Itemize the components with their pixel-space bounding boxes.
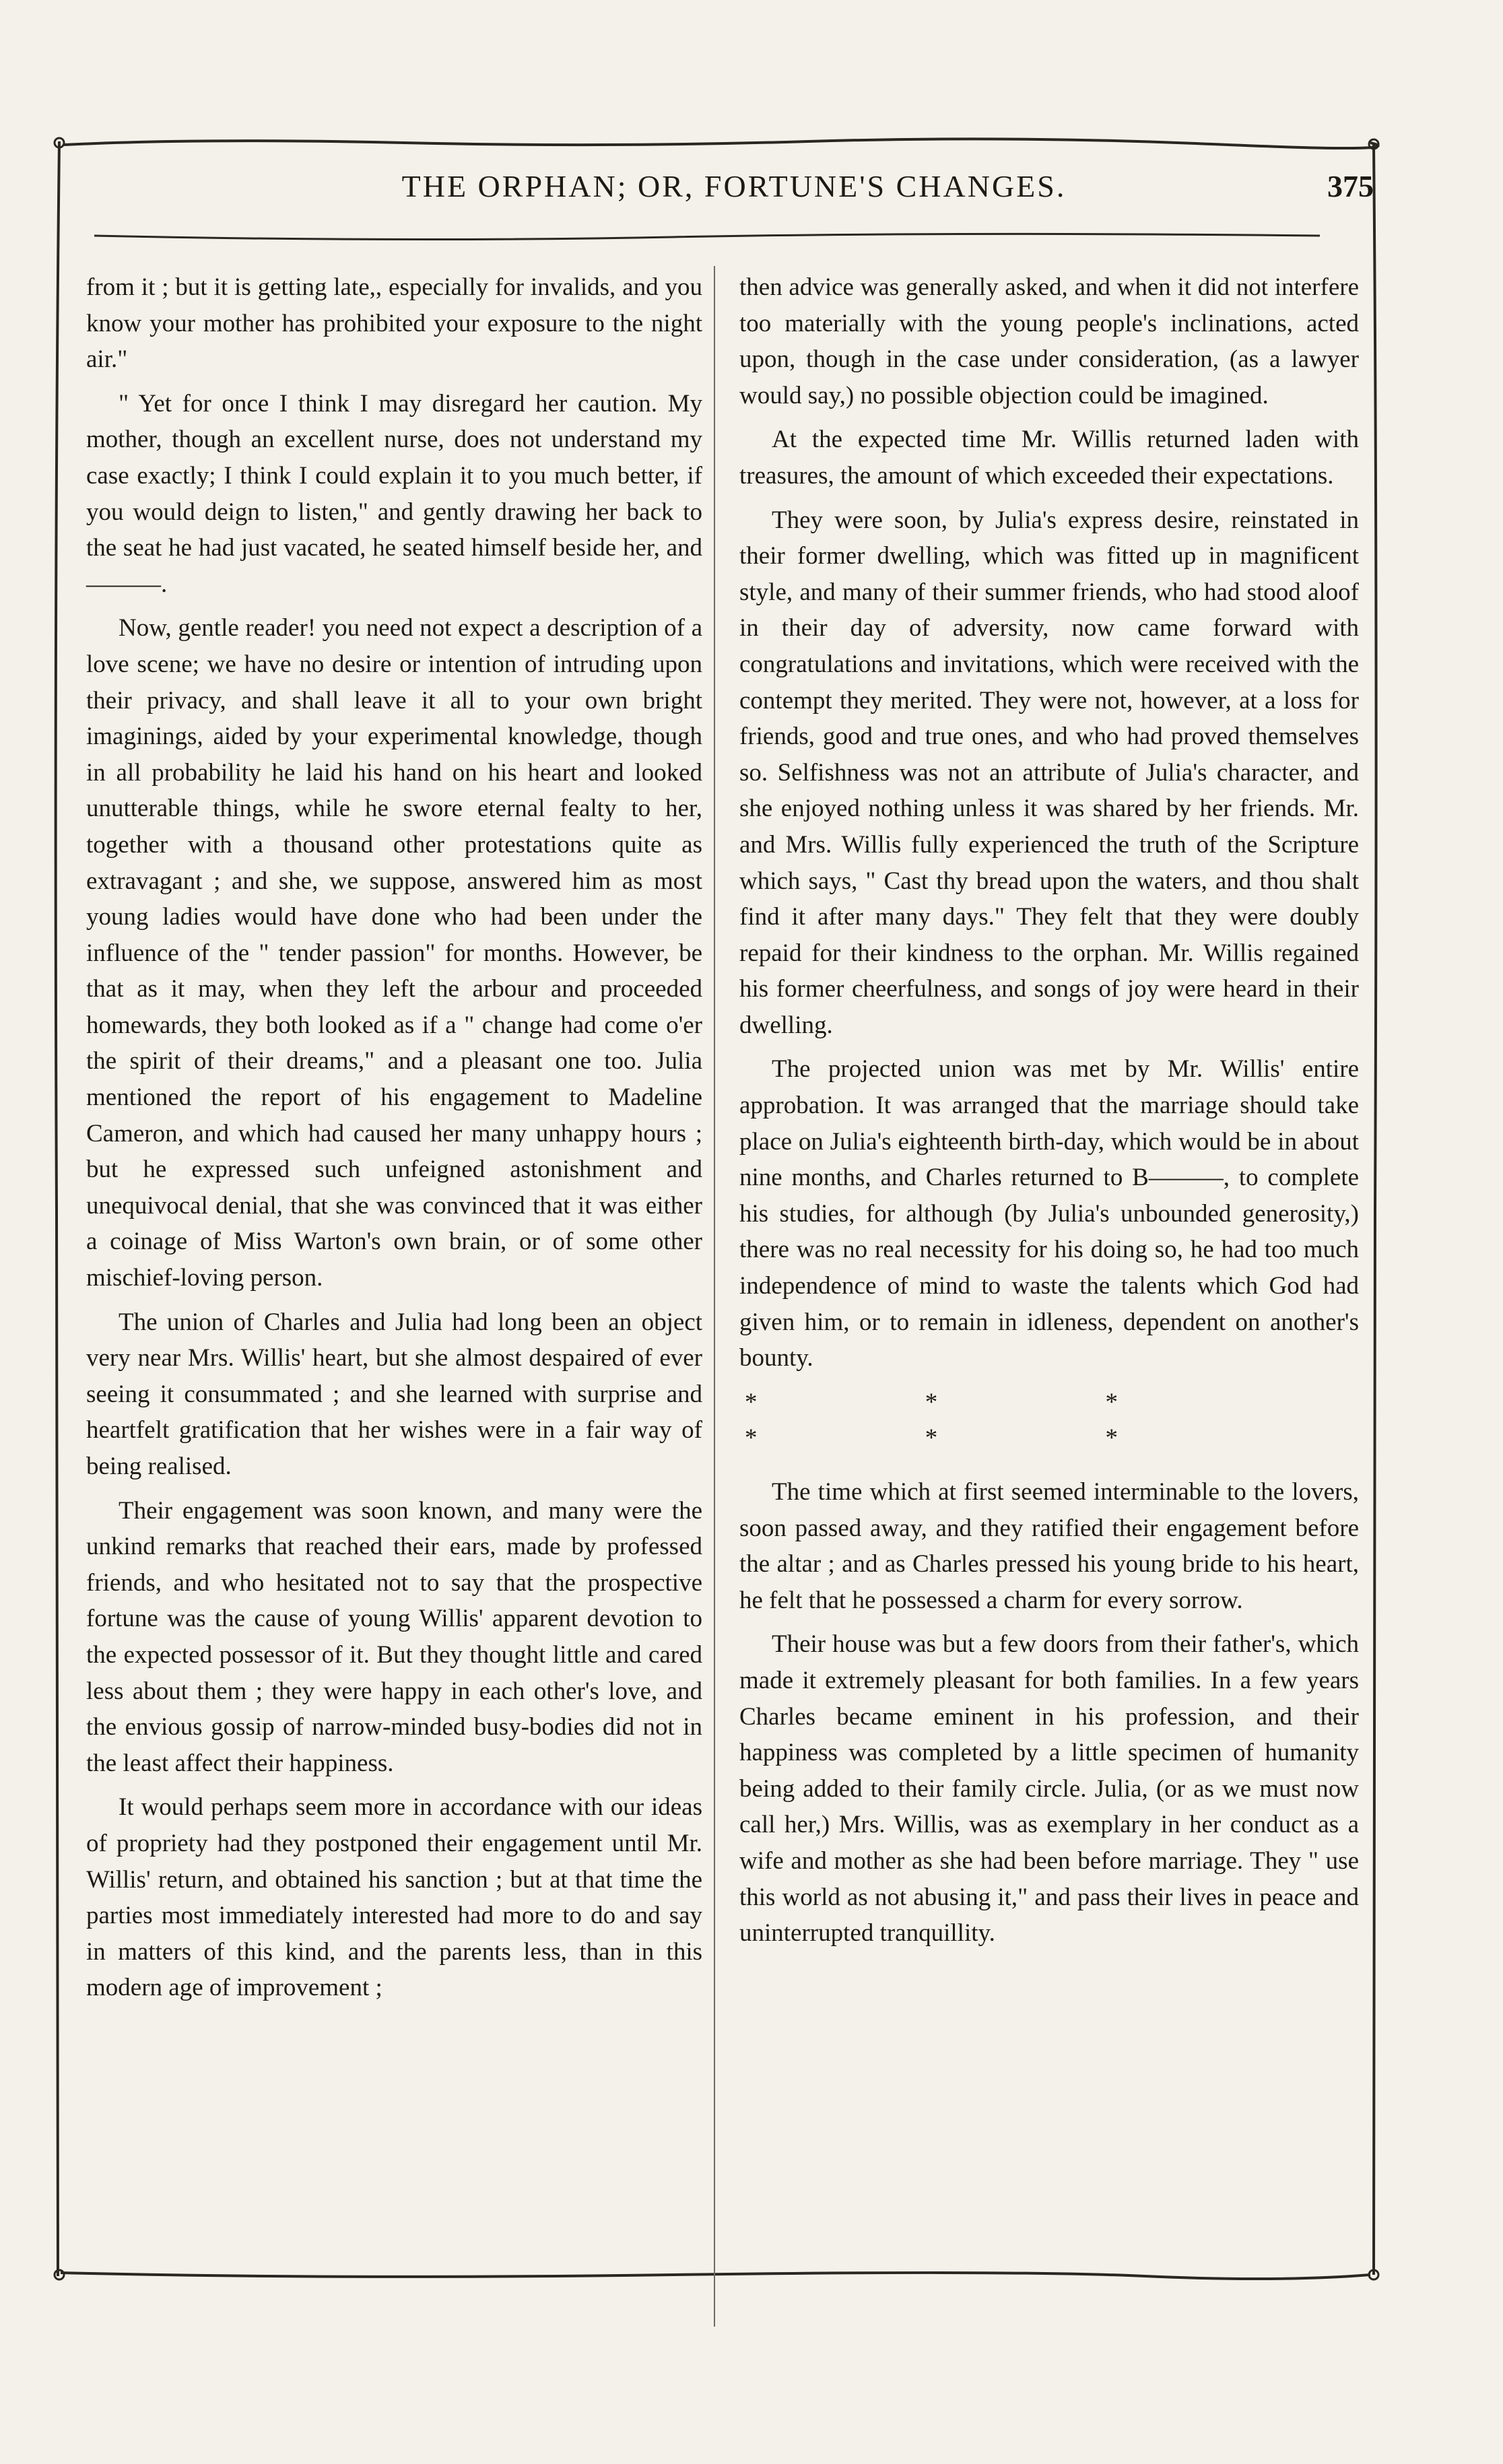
running-title: THE ORPHAN; OR, FORTUNE'S CHANGES. — [401, 169, 1067, 203]
column-divider — [714, 266, 715, 2327]
paragraph: then advice was generally asked, and when it did not interfere too materially with the young people's inclinations, acted upon, though in the case under consideration, (as a lawyer would say,) no possible objection could be imagined. — [739, 273, 1359, 409]
left-column — [86, 269, 702, 2014]
right-column — [739, 269, 1359, 1960]
paragraph: from it ; but it is getting late,, especially for invalids, and you know your mother has prohibited your exposure to the night air." — [86, 273, 702, 374]
paragraph: At the expected time Mr. Willis returned laden with treasures, the amount of which exceeded their expectations. — [739, 426, 1359, 490]
paragraph: Their house was but a few doors from their father's, which made it extremely pleasant for both families. In a few years Charles became eminent in his profession, and their happiness was completed by a little specimen of humanity being added to their family circle. Julia, (or as we must now call her,) Mrs. Willis, was as exemplary in her conduct as a wife and mother as she had been before marriage. They " use this world as not abusing it," and pass their lives in peace and uninterrupted tranquillity. — [739, 1630, 1359, 1947]
page-number: 375 — [1327, 169, 1374, 203]
paragraph: It would perhaps seem more in accordance with our ideas of propriety had they postponed their engagement until Mr. Willis' return, and obtained his sanction ; but at that time the parties most immediately interested had more to do and say in matters of this kind, and the parents less, than in this modern age of improvement ; — [86, 1793, 702, 2002]
paragraph: Their engagement was soon known, and many were the unkind remarks that reached their ears, made by professed friends, and who hesitated not to say that the prospective fortune was the cause of young Willis' apparent devotion to the expected possessor of it. But they thought little and cared less about them ; they were happy in each other's love, and the envious gossip of narrow-minded busy-bodies did not in the least affect their happiness. — [86, 1496, 702, 1777]
paragraph: Now, gentle reader! you need not expect a description of a love scene; we have no desire or intention of intruding upon their privacy, and shall leave it all to your own bright imaginings, aided by your experimental knowledge, though in all probability he laid his hand on his heart and looked unutterable things, while he swore eternal fealty to her, together with a thousand other protestations quite as extravagant ; and she, we suppose, answered him as most young ladies would have done who had been under the influence of the " tender passion" for months. However, be that as it may, when they left the arbour and proceeded homewards, they both looked as if a " change had come o'er the spirit of their dreams," and a pleasant one too. Julia mentioned the report of his engagement to Madeline Cameron, and which had caused her many unhappy hours ; but he expressed such unfeigned astonishment and unequivocal denial, that she was convinced that it was either a coinage of Miss Warton's own brain, or of some other mischief-loving person. — [86, 614, 702, 1292]
paragraph: The projected union was met by Mr. Willis' entire approbation. It was arranged that the marriage should take place on Julia's eighteenth birth-day, which would be in about nine months, and Charles returned to B———, to complete his studies, for although (by Julia's unbounded generosity,) there was no real necessity for his doing so, he had too much independence of mind to waste the talents which God had given him, or to remain in idleness, dependent on another's bounty. — [739, 1055, 1359, 1372]
paragraph: They were soon, by Julia's express desire, reinstated in their former dwelling, which was fitted up in magnificent style, and many of their summer friends, who had stood aloof in their day of adversity, now came forward with congratulations and invitations, which were received with the contempt they merited. They were not, however, at a loss for friends, good and true ones, and who had proved themselves so. Selfishness was not an attribute of Julia's character, and she enjoyed nothing unless it was shared by her friends. Mr. and Mrs. Willis fully experienced the truth of the Scripture which says, " Cast thy bread upon the waters, and thou shalt find it after many days." They felt that they were doubly repaid for their kindness to the orphan. Mr. Willis regained his former cheerfulness, and songs of joy were heard in their dwelling. — [739, 506, 1359, 1039]
paragraph: The time which at first seemed interminable to the lovers, soon passed away, and they ratified their engagement before the altar ; and as Charles pressed his young bride to his heart, he felt that he possessed a charm for every sorrow. — [739, 1478, 1359, 1614]
page-header — [94, 168, 1374, 222]
section-break: * * * * * * — [745, 1388, 1199, 1453]
paragraph: " Yet for once I think I may disregard her caution. My mother, though an excellent nurse, does not understand my case exactly; I think I could explain it to you much better, if you would deign to listen," and gently drawing her back to the seat he had just vacated, he seated himself beside her, and ———. — [86, 389, 702, 598]
paragraph: The union of Charles and Julia had long been an object very near Mrs. Willis' heart, but she almost despaired of ever seeing it consummated ; and she learned with surprise and heartfelt gratification that her wishes were in a fair way of being realised. — [86, 1308, 702, 1480]
